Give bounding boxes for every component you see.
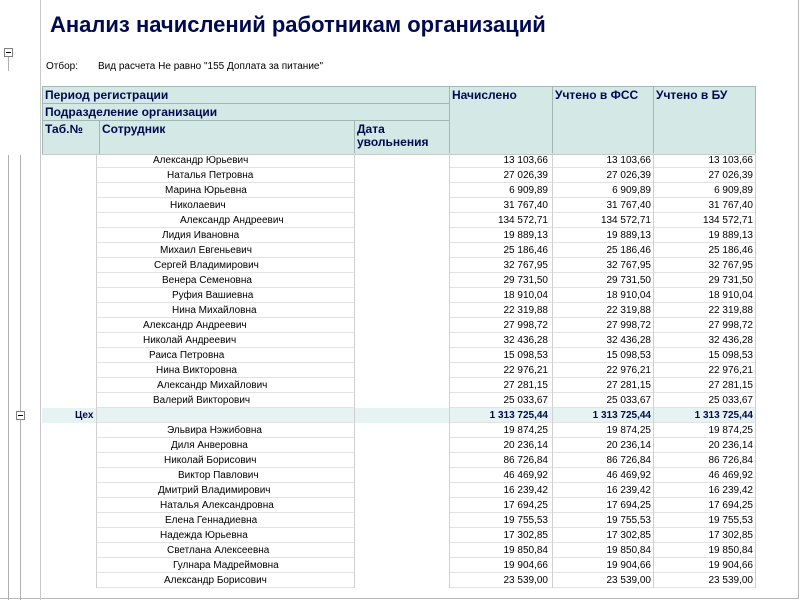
accrued-value[interactable]: 19 874,25 <box>503 425 548 436</box>
header-department[interactable] <box>42 103 450 121</box>
employee-name[interactable]: Александр Борисович <box>164 575 267 586</box>
employee-name[interactable]: Нина Викторовна <box>156 365 237 376</box>
bu-value[interactable]: 19 850,84 <box>708 545 753 556</box>
bu-value[interactable]: 19 874,25 <box>708 425 753 436</box>
fss-value[interactable]: 23 539,00 <box>606 575 651 586</box>
bu-value[interactable]: 16 239,42 <box>708 485 753 496</box>
bu-value[interactable]: 25 186,46 <box>708 245 753 256</box>
accrued-value[interactable]: 32 436,28 <box>503 335 548 346</box>
header-dismissal-label-1: Дата <box>357 122 385 136</box>
collapse-group-toggle-icon[interactable] <box>16 411 25 420</box>
fss-value[interactable]: 46 469,92 <box>606 470 651 481</box>
header-department-label: Подразделение организации <box>45 105 218 119</box>
bu-value[interactable]: 27 026,39 <box>708 170 753 181</box>
fss-value[interactable]: 86 726,84 <box>606 455 651 466</box>
employee-name[interactable]: Валерий Викторович <box>153 395 251 406</box>
header-employee[interactable] <box>99 120 355 155</box>
header-accrued[interactable] <box>449 86 553 155</box>
fss-value[interactable]: 22 319,88 <box>606 305 651 316</box>
header-accrued-label: Начислено <box>452 88 517 102</box>
row-divider <box>450 587 756 588</box>
fss-value[interactable]: 32 436,28 <box>606 335 651 346</box>
fss-value[interactable]: 20 236,14 <box>606 440 651 451</box>
fss-value[interactable]: 134 572,71 <box>600 215 651 226</box>
column-divider <box>552 153 553 588</box>
accrued-value[interactable]: 18 910,04 <box>503 290 548 301</box>
accrued-value[interactable]: 46 469,92 <box>503 470 548 481</box>
column-divider <box>755 153 756 588</box>
bu-value[interactable]: 13 103,66 <box>708 155 753 166</box>
column-divider <box>96 153 97 588</box>
employee-name[interactable]: Виктор Павлович <box>178 470 259 481</box>
filter-line <box>46 61 324 72</box>
accrued-value[interactable]: 27 998,72 <box>503 320 548 331</box>
accrued-value[interactable]: 32 767,95 <box>503 260 548 271</box>
employee-name[interactable]: Александр Юрьевич <box>153 155 249 166</box>
header-tab-no-label: Таб.№ <box>45 122 83 136</box>
bu-value[interactable]: 32 767,95 <box>708 260 753 271</box>
employee-name[interactable]: Диля Анверовна <box>171 440 248 451</box>
accrued-value[interactable]: 19 755,53 <box>503 515 548 526</box>
header-dismissal-date[interactable] <box>354 120 450 155</box>
accrued-value[interactable]: 86 726,84 <box>503 455 548 466</box>
employee-name[interactable]: Александр Андреевич <box>180 215 284 226</box>
employee-name[interactable]: Александр Андреевич <box>143 320 247 331</box>
employee-name[interactable]: Дмитрий Владимирович <box>158 485 271 496</box>
employee-name[interactable]: Елена Геннадиевна <box>165 515 258 526</box>
collapse-toggle-icon[interactable] <box>4 48 13 57</box>
bu-value[interactable]: 29 731,50 <box>708 275 753 286</box>
employee-name[interactable]: Гулнара Мадреймовна <box>173 560 279 571</box>
accrued-value[interactable]: 19 850,84 <box>503 545 548 556</box>
fss-value[interactable]: 25 186,46 <box>606 245 651 256</box>
bu-value[interactable]: 20 236,14 <box>708 440 753 451</box>
accrued-value[interactable]: 1 313 725,44 <box>489 410 548 421</box>
accrued-value[interactable]: 25 033,67 <box>503 395 548 406</box>
fss-value[interactable]: 19 904,66 <box>606 560 651 571</box>
accrued-value[interactable]: 6 909,89 <box>509 185 548 196</box>
accrued-value[interactable]: 20 236,14 <box>503 440 548 451</box>
bu-value[interactable]: 27 998,72 <box>708 320 753 331</box>
group-name[interactable]: Цех <box>75 410 94 421</box>
bu-value[interactable]: 15 098,53 <box>708 350 753 361</box>
employee-name[interactable]: Николай Андреевич <box>143 335 237 346</box>
employee-name[interactable]: Эльвира Нэжибовна <box>167 425 262 436</box>
fss-value[interactable]: 6 909,89 <box>612 185 651 196</box>
accrued-value[interactable]: 17 302,85 <box>503 530 548 541</box>
employee-name[interactable]: Надежда Юрьевна <box>160 530 248 541</box>
report-title: Анализ начислений работникам организаций <box>50 12 546 37</box>
accrued-value[interactable]: 17 694,25 <box>503 500 548 511</box>
fss-value[interactable]: 13 103,66 <box>606 155 651 166</box>
bu-value[interactable]: 18 910,04 <box>708 290 753 301</box>
bu-value[interactable]: 19 904,66 <box>708 560 753 571</box>
employee-name[interactable]: Руфия Вашиевна <box>172 290 254 301</box>
bu-value[interactable]: 22 976,21 <box>708 365 753 376</box>
header-fss[interactable] <box>552 86 654 155</box>
employee-name[interactable]: Николай Борисович <box>164 455 257 466</box>
accrued-value[interactable]: 29 731,50 <box>503 275 548 286</box>
gutter-tree-line <box>20 155 21 600</box>
employee-name[interactable]: Николаевич <box>170 200 226 211</box>
header-bu[interactable] <box>653 86 756 155</box>
row-divider <box>96 347 354 348</box>
grouping-gutter <box>0 0 41 600</box>
header-period[interactable] <box>42 86 450 104</box>
header-fss-label: Учтено в ФСС <box>555 88 639 102</box>
row-divider <box>96 587 354 588</box>
employee-name[interactable]: Александр Михайлович <box>157 380 268 391</box>
fss-value[interactable]: 31 767,40 <box>606 200 651 211</box>
accrued-value[interactable]: 23 539,00 <box>503 575 548 586</box>
fss-value[interactable]: 27 281,15 <box>606 380 651 391</box>
fss-value[interactable]: 17 694,25 <box>606 500 651 511</box>
fss-value[interactable]: 32 767,95 <box>606 260 651 271</box>
bu-value[interactable]: 19 755,53 <box>708 515 753 526</box>
fss-value[interactable]: 19 874,25 <box>606 425 651 436</box>
accrued-value[interactable]: 13 103,66 <box>503 155 548 166</box>
bu-value[interactable]: 86 726,84 <box>708 455 753 466</box>
employee-name[interactable]: Михаил Евгеньевич <box>160 245 252 256</box>
fss-value[interactable]: 19 889,13 <box>606 230 651 241</box>
accrued-value[interactable]: 25 186,46 <box>503 245 548 256</box>
header-bu-label: Учтено в БУ <box>656 88 728 102</box>
accrued-value[interactable]: 19 889,13 <box>503 230 548 241</box>
bu-value[interactable]: 17 302,85 <box>708 530 753 541</box>
bu-value[interactable]: 46 469,92 <box>708 470 753 481</box>
employee-name[interactable]: Лидия Ивановна <box>162 230 240 241</box>
bu-value[interactable]: 19 889,13 <box>708 230 753 241</box>
fss-value[interactable]: 16 239,42 <box>606 485 651 496</box>
accrued-value[interactable]: 27 281,15 <box>503 380 548 391</box>
fss-value[interactable]: 17 302,85 <box>606 530 651 541</box>
bu-value[interactable]: 134 572,71 <box>702 215 753 226</box>
accrued-value[interactable]: 16 239,42 <box>503 485 548 496</box>
header-period-label: Период регистрации <box>45 88 169 102</box>
employee-name[interactable]: Светлана Алексеевна <box>167 545 270 556</box>
fss-value[interactable]: 25 033,67 <box>606 395 651 406</box>
accrued-value[interactable]: 19 904,66 <box>503 560 548 571</box>
accrued-value[interactable]: 31 767,40 <box>503 200 548 211</box>
bu-value[interactable]: 23 539,00 <box>708 575 753 586</box>
employee-name[interactable]: Нина Михайловна <box>172 305 257 316</box>
bu-value[interactable]: 17 694,25 <box>708 500 753 511</box>
accrued-value[interactable]: 22 976,21 <box>503 365 548 376</box>
gutter-tree-line <box>8 155 9 600</box>
fss-value[interactable]: 22 976,21 <box>606 365 651 376</box>
column-divider <box>449 153 450 588</box>
employee-name[interactable]: Сергей Владимирович <box>154 260 259 271</box>
fss-value[interactable]: 19 850,84 <box>606 545 651 556</box>
employee-name[interactable]: Раиса Петровна <box>149 350 225 361</box>
filter-value: Вид расчета Не равно "155 Доплата за питание" <box>98 61 324 72</box>
accrued-value[interactable]: 27 026,39 <box>503 170 548 181</box>
bu-value[interactable]: 6 909,89 <box>714 185 753 196</box>
fss-value[interactable]: 27 026,39 <box>606 170 651 181</box>
fss-value[interactable]: 19 755,53 <box>606 515 651 526</box>
bu-value[interactable]: 25 033,67 <box>708 395 753 406</box>
bu-value[interactable]: 22 319,88 <box>708 305 753 316</box>
header-dismissal-label-2: увольнения <box>357 135 429 149</box>
bu-value[interactable]: 27 281,15 <box>708 380 753 391</box>
accrued-value[interactable]: 134 572,71 <box>497 215 548 226</box>
employee-name[interactable]: Наталья Петровна <box>167 170 254 181</box>
fss-value[interactable]: 29 731,50 <box>606 275 651 286</box>
filter-label: Отбор: <box>46 61 78 72</box>
bu-value[interactable]: 1 313 725,44 <box>694 410 753 421</box>
gutter-tree-line <box>8 57 9 71</box>
bu-value[interactable]: 32 436,28 <box>708 335 753 346</box>
bu-value[interactable]: 31 767,40 <box>708 200 753 211</box>
fss-value[interactable]: 18 910,04 <box>606 290 651 301</box>
employee-name[interactable]: Наталья Александровна <box>160 500 274 511</box>
accrued-value[interactable]: 22 319,88 <box>503 305 548 316</box>
employee-name[interactable]: Венера Семеновна <box>162 275 252 286</box>
fss-value[interactable]: 27 998,72 <box>606 320 651 331</box>
column-divider <box>653 153 654 588</box>
accrued-value[interactable]: 15 098,53 <box>503 350 548 361</box>
column-divider <box>354 153 355 588</box>
header-tab-no[interactable] <box>42 120 100 155</box>
fss-value[interactable]: 1 313 725,44 <box>592 410 651 421</box>
employee-name[interactable]: Марина Юрьевна <box>165 185 247 196</box>
header-employee-label: Сотрудник <box>102 122 166 136</box>
fss-value[interactable]: 15 098,53 <box>606 350 651 361</box>
